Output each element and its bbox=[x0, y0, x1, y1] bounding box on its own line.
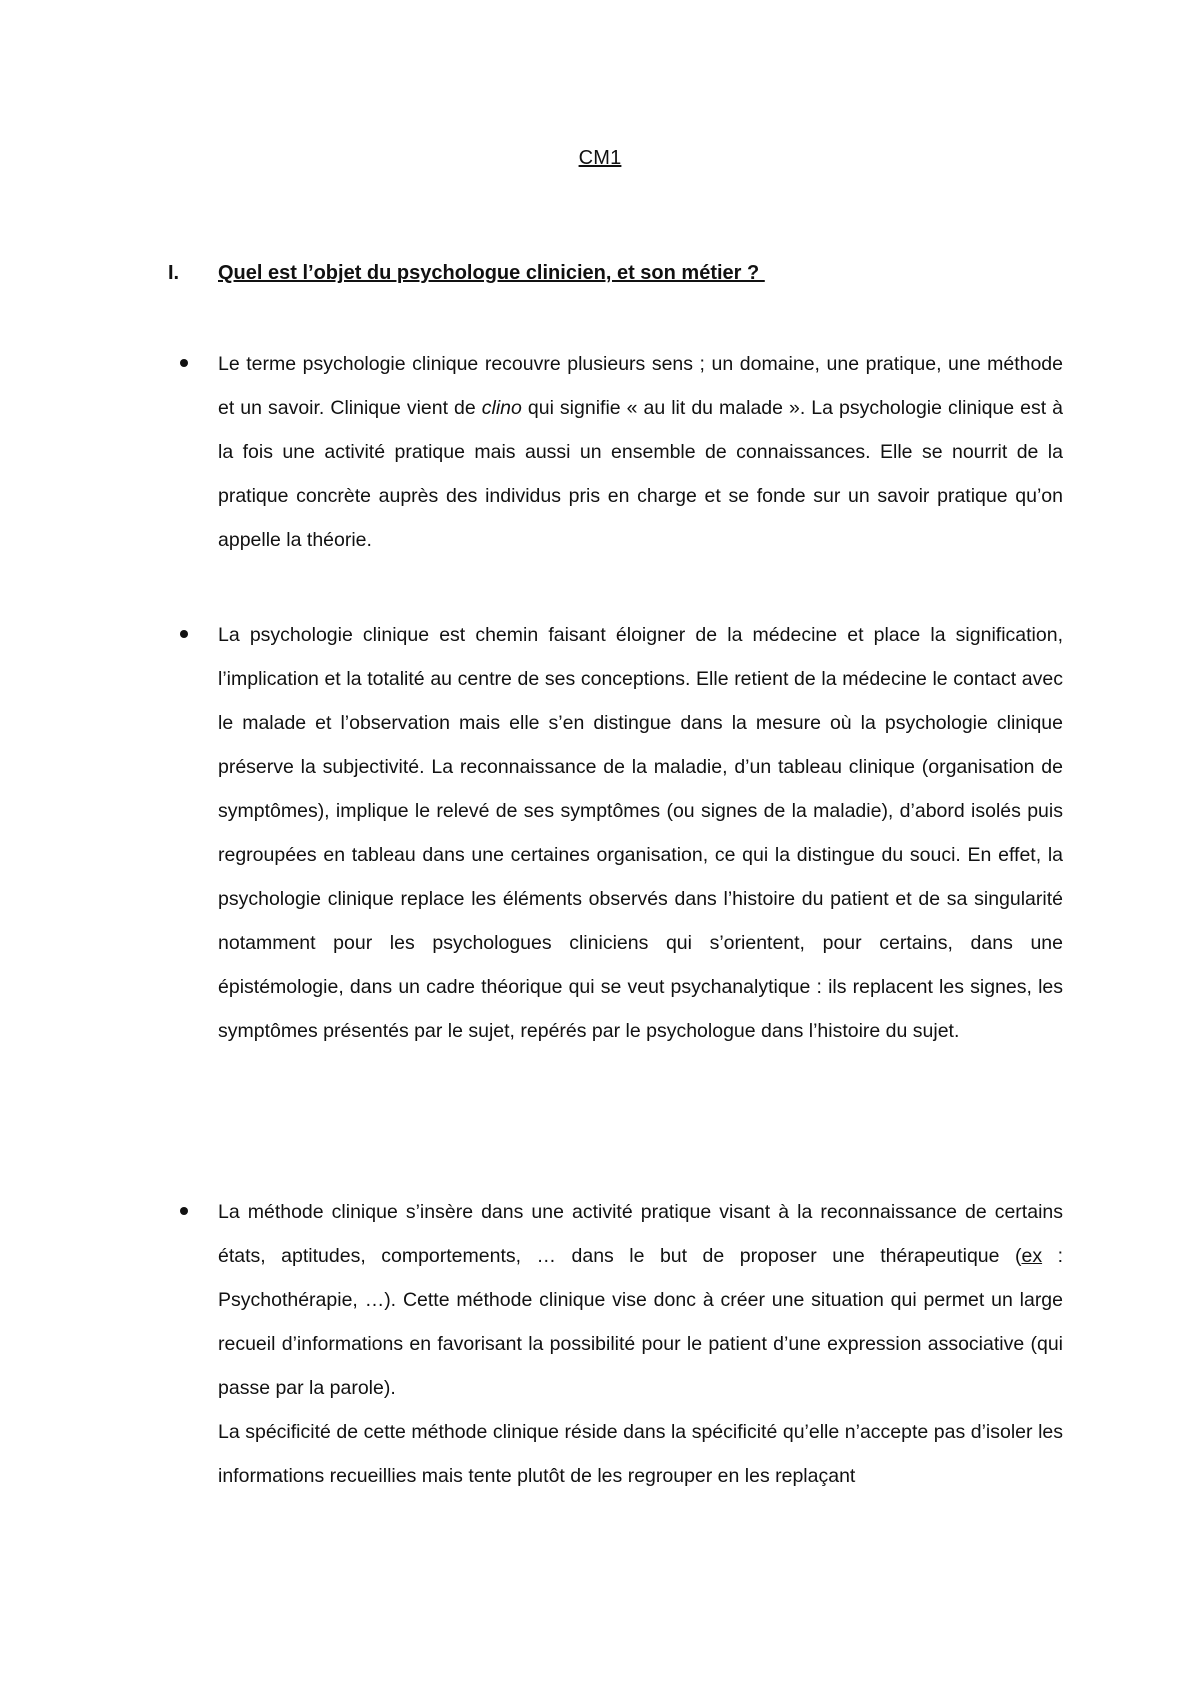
bullet-dot-icon bbox=[180, 1207, 188, 1215]
section-heading bbox=[168, 262, 1068, 285]
bullet-text-part: La méthode clinique s’insère dans une activité pratique visant à la reconnaissance de certains états, aptitudes, comportements, … dans le but de proposer une thérapeutique ( bbox=[218, 1201, 1063, 1267]
bullet-text: La psychologie clinique est chemin faisant éloigner de la médecine et place la signification, l’implication et la totalité au centre de ses conceptions. Elle retient de la médecine le contact avec le malade et l’observation mais elle s’en distingue dans la mesure où la psychologie clinique préserve la subjectivité. La reconnaissance de la maladie, d’un tableau clinique (organisation de symptômes), implique le relevé de ses symptômes (ou signes de la maladie), d’abord isolés puis regroupées en tableau dans une certaines organisation, ce qui la distingue du souci. En effet, la psychologie clinique replace les éléments observés dans l’histoire du patient et de sa singularité notamment pour les psychologues cliniciens qui s’orientent, pour certains, dans une épistémologie, dans un cadre théorique qui se veut psychanalytique : ils replacent les signes, les symptômes présentés par le sujet, repérés par le psychologue dans l’histoire du sujet. bbox=[218, 624, 1063, 1042]
bullet-text-part: qui signifie « au lit du malade ». La psychologie clinique est à la fois une activité pratique mais aussi un ensemble de connaissances. Elle se nourrit de la pratique concrète auprès des individus pris en charge et se fonde sur un savoir pratique qu’on appelle la théorie. bbox=[218, 397, 1064, 551]
section-heading-text: Quel est l’objet du psychologue clinicien, et son métier ? bbox=[218, 262, 765, 284]
bullet-item bbox=[218, 1190, 1063, 1498]
bullet-paragraph bbox=[218, 613, 1063, 1053]
document-title: CM1 bbox=[578, 147, 622, 169]
bullet-dot-icon bbox=[180, 359, 188, 367]
bullet-continuation-paragraph: La spécificité de cette méthode clinique réside dans la spécificité qu’elle n’accepte pas d’isoler les informations recueillies mais tente plutôt de les regrouper en les replaçant bbox=[218, 1421, 1063, 1487]
bullet-text-part: Le terme psychologie clinique recouvre plusieurs sens ; un domaine, une pratique, une méthode et un savoir. Clinique vient de bbox=[218, 353, 1063, 419]
bullet-item bbox=[218, 613, 1063, 1053]
bullet-text-italic: clino bbox=[481, 397, 522, 419]
bullet-text-abbreviation: ex bbox=[1021, 1245, 1043, 1267]
bullet-text-part: : Psychothérapie, …). Cette méthode clinique vise donc à créer une situation qui permet un large recueil d’informations en favorisant la possibilité pour le patient d’une expression associative (qui passe par la parole). bbox=[218, 1245, 1064, 1399]
bullet-paragraph bbox=[218, 1190, 1063, 1410]
bullet-paragraph bbox=[218, 342, 1063, 562]
section-number: I. bbox=[168, 262, 180, 284]
bullet-dot-icon bbox=[180, 630, 188, 638]
bullet-item bbox=[218, 342, 1063, 562]
